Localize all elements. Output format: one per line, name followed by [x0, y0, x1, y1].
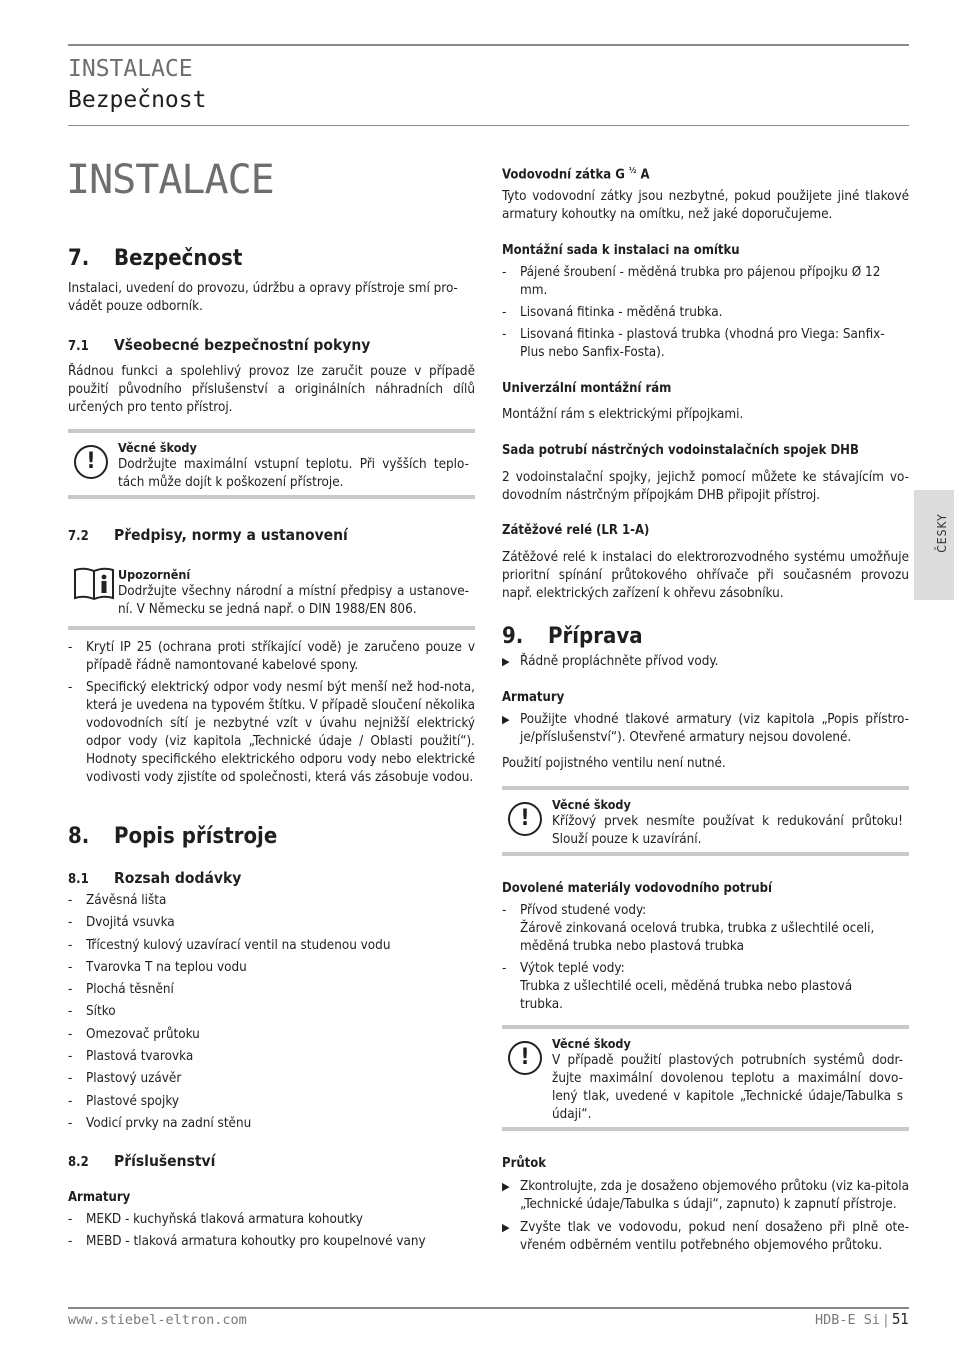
section-82-heading: [68, 1151, 215, 1173]
warning-title: Věcné škody: [552, 797, 631, 812]
top-rule: [68, 44, 909, 46]
delivery-list: [68, 892, 475, 1137]
section-title: Všeobecné bezpečnostní pokyny: [114, 336, 371, 354]
section-8-heading: [68, 824, 277, 850]
footer-model: HDB-E Si: [814, 1312, 881, 1328]
footer-separator: |: [883, 1312, 888, 1328]
mount-list: [502, 264, 909, 366]
materials-list: [502, 902, 909, 1018]
section-number: 8.2: [68, 1155, 89, 1170]
mount-heading: Montážní sada k instalaci na omítku: [502, 243, 740, 258]
warning-text: V případě použití plastových potrubních systémů dodr-žujte maximální dovolenou teplotu a maximální dovo-lený tlak, uvedené v kapitole „Technické údaje/Tabulka s údaji“.: [552, 1053, 903, 1122]
list-item: - Dvojitá vsuvka: [68, 914, 475, 932]
manual-icon: [72, 566, 116, 608]
section-number: 7.: [68, 246, 90, 271]
note-box: [68, 560, 475, 630]
relay-text: Zátěžové relé k instalaci do elektrorozvodného systému umožňuje prioritní spínání průtokového ohřívače při současném provozu např. elektrických zařízení k ohřevu zásobníku.: [502, 550, 909, 601]
plug-title-fraction: ½: [628, 166, 637, 175]
dhb-text: 2 vodoinstalační spojky, jejichž pomocí můžete ke stávajícím vo-dovodním nástrčným přípojkám DHB připojit přístroj.: [502, 470, 909, 503]
header-rule: [68, 125, 909, 126]
section-9-heading: [502, 624, 643, 650]
list-item: - Vodicí prvky na zadní stěnu: [68, 1115, 475, 1133]
section-72-heading: [68, 525, 348, 547]
list-item: - Plastový uzávěr: [68, 1070, 475, 1088]
list-item: - Omezovač průtoku: [68, 1026, 475, 1044]
list-item: - Plochá těsnění: [68, 981, 475, 999]
list-item: - Sítko: [68, 1003, 475, 1021]
section-71-text: Řádnou funkci a spolehlivý provoz lze zaručit pouze v případě použití původního příslušenství a originálních náhradních dílů určených pro tento přístroj.: [68, 364, 475, 415]
plug-title: Vodovodní zátka G: [502, 167, 629, 183]
list-item: [502, 653, 909, 671]
language-tab: [914, 490, 954, 600]
section-72-list: [68, 639, 475, 791]
list-item: [502, 1219, 909, 1255]
section-71-heading: [68, 335, 370, 357]
list-item: - MEKD - kuchyňská tlaková armatura kohoutky: [68, 1211, 475, 1229]
dhb-heading: Sada potrubí nástrčných vodoinstalačních spojek DHB: [502, 443, 859, 458]
section-number: 7.2: [68, 529, 89, 544]
list-item: - Lisovaná fitinka - plastová trubka (vhodná pro Viega: Sanfix-Plus nebo Sanfix-Fosta).: [502, 326, 909, 362]
section-title: Příslušenství: [114, 1152, 216, 1170]
list-item: - Tvarovka T na teplou vodu: [68, 959, 475, 977]
prep-steps: [502, 653, 909, 676]
section-title: Popis přístroje: [114, 824, 278, 849]
note-title: Upozornění: [118, 567, 191, 582]
material-head: - Přívod studené vody:: [520, 903, 647, 918]
section-number: 7.1: [68, 339, 89, 354]
list-item: - Plastové spojky: [68, 1093, 475, 1111]
note-text: Dodržujte všechny národní a místní předpisy a ustanove-ní. V Německu se jedná např. o DIN 1988/EN 806.: [118, 584, 469, 617]
page-number: 51: [891, 1310, 909, 1328]
step-text: Použijte vhodné tlakové armatury (viz kapitola „Popis přístro-je/příslušenství“). Otevřené armatury nejsou dovolené.: [520, 712, 909, 745]
warning-text: Křížový prvek nesmíte používat k redukování průtoku! Slouží pouze k uzavírání.: [552, 814, 903, 847]
frame-heading: Univerzální montážní rám: [502, 381, 672, 396]
material-body: Trubka z ušlechtilé oceli, měděná trubka nebo plastová trubka.: [520, 979, 853, 1012]
warning-text: Dodržujte maximální vstupní teplotu. Při vyšších teplo-tách může dojít k poškození přístroje.: [118, 457, 469, 490]
fittings-steps: [502, 711, 909, 752]
warning-title: Věcné škody: [118, 440, 197, 455]
footer-page-info: [815, 1310, 909, 1329]
warning-box: [68, 429, 475, 499]
section-title: Předpisy, normy a ustanovení: [114, 526, 348, 544]
list-item: - Pájené šroubení - měděná trubka pro pájenou přípojku Ø 12 mm.: [502, 264, 909, 300]
plug-heading: [502, 162, 650, 184]
arrow-icon: ▶: [502, 1180, 510, 1193]
list-item: [502, 711, 909, 747]
section-7-heading: [68, 246, 242, 272]
header-category: INSTALACE: [68, 56, 193, 82]
warning-box: [502, 1025, 909, 1131]
frame-text: Montážní rám s elektrickými přípojkami.: [502, 407, 744, 422]
flow-heading: Průtok: [502, 1156, 547, 1171]
accessories-list: [68, 1211, 475, 1255]
plug-text: Tyto vodovodní zátky jsou nezbytné, pokud použijete jiné tlakové armatury kohoutky na omítku, než jaké doporučujeme.: [502, 189, 909, 222]
language-label: ČESKY: [935, 513, 949, 553]
materials-heading: Dovolené materiály vodovodního potrubí: [502, 881, 772, 896]
warning-icon: !: [508, 802, 542, 836]
section-title: Bezpečnost: [114, 246, 243, 271]
step-text: Zkontrolujte, zda je dosaženo objemového průtoku (viz ka-pitola „Technické údaje/Tabulka s údaji“, zapnuto) k zapnutí přístroje.: [520, 1179, 909, 1212]
section-81-heading: [68, 868, 241, 890]
arrow-icon: ▶: [502, 655, 510, 668]
step-text: Řádně propláchněte přívod vody.: [520, 654, 719, 669]
material-body: Žárově zinkovaná ocelová trubka, trubka z ušlechtilé oceli, měděná trubka nebo plastová trubka: [520, 921, 875, 954]
material-head: - Výtok teplé vody:: [520, 961, 625, 976]
accessories-subheading: Armatury: [68, 1190, 131, 1205]
list-item: - Plastová tvarovka: [68, 1048, 475, 1066]
warning-icon: !: [508, 1041, 542, 1075]
warning-icon: !: [74, 445, 108, 479]
list-item: [502, 902, 909, 956]
step-text: Zvyšte tlak ve vodovodu, pokud není dosaženo při plně ote-vřeném odběrném ventilu potřebného objemového průtoku.: [520, 1220, 909, 1253]
footer-url: www.stiebel-eltron.com: [68, 1312, 247, 1328]
list-item: [502, 960, 909, 1014]
fittings-heading: Armatury: [502, 690, 565, 705]
section-number: 9.: [502, 624, 524, 649]
footer-rule: [68, 1307, 909, 1309]
section-number: 8.: [68, 824, 90, 849]
section-7-intro: Instalaci, uvedení do provozu, údržbu a opravy přístroje smí pro-vádět pouze odborník.: [68, 281, 458, 314]
list-item: [502, 1178, 909, 1214]
warning-box: [502, 786, 909, 856]
list-item: - MEBD - tlaková armatura kohoutky pro koupelnové vany: [68, 1233, 475, 1251]
relay-heading: Zátěžové relé (LR 1-A): [502, 523, 650, 538]
section-number: 8.1: [68, 872, 89, 887]
arrow-icon: ▶: [502, 1221, 510, 1234]
list-item: - Krytí IP 25 (ochrana proti stříkající vodě) je zaručeno pouze v případě řádně namontované kabelové spony.: [68, 639, 475, 675]
plug-title-end: A: [636, 167, 650, 183]
warning-title: Věcné škody: [552, 1036, 631, 1051]
page-title: INSTALACE: [66, 157, 274, 203]
list-item: - Specifický elektrický odpor vody nesmí být menší než hod-nota, která je uvedena na typovém štítku. V případě sloučení několika vodovodních sítí je nezbytné vzít v úvahu nejnižší elektrický odpor vody (viz kapitola „Technické údaje / Oblasti použití“). Hodnoty specifického elektrického odporu vody nebo elektrické vodivosti vody zjistíte od společnosti, která vás zásobuje vodou.: [68, 679, 475, 787]
list-item: - Třícestný kulový uzavírací ventil na studenou vodu: [68, 937, 475, 955]
list-item: - Závěsná lišta: [68, 892, 475, 910]
section-title: Rozsah dodávky: [114, 869, 242, 887]
arrow-icon: ▶: [502, 713, 510, 726]
list-item: - Lisovaná fitinka - měděná trubka.: [502, 304, 909, 322]
flow-steps: [502, 1178, 909, 1260]
header-subtitle: Bezpečnost: [68, 87, 207, 113]
fittings-text: Použití pojistného ventilu není nutné.: [502, 756, 726, 771]
section-title: Příprava: [548, 624, 643, 649]
